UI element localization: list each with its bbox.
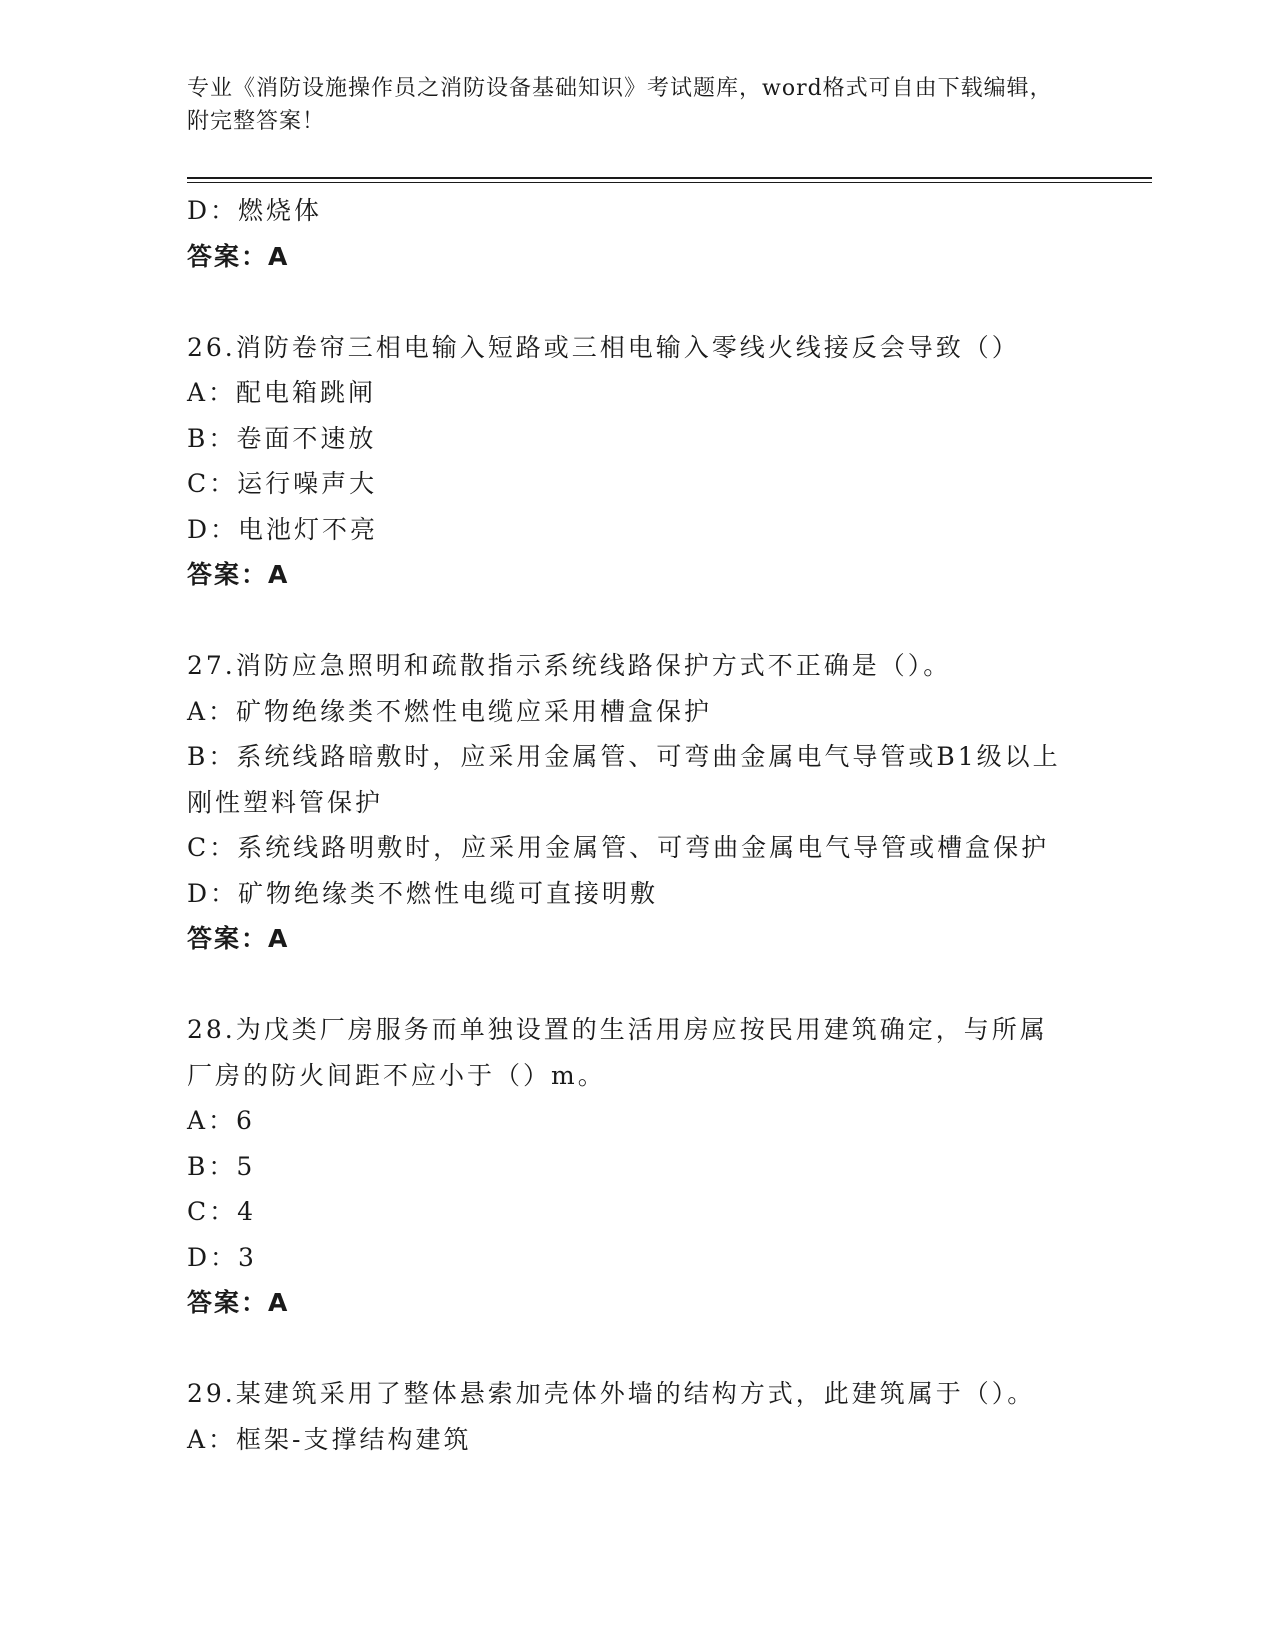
answer-line: 答案：A xyxy=(187,1288,290,1317)
answer-line: 答案：A xyxy=(187,924,290,953)
question-content xyxy=(187,188,1067,1462)
option-c: C：4 xyxy=(187,1197,257,1226)
spacer xyxy=(187,1326,1067,1372)
question-28 xyxy=(187,1007,1067,1326)
option-b: B：卷面不速放 xyxy=(187,423,377,453)
question-stem: 26.消防卷帘三相电输入短路或三相电输入零线火线接反会导致（） xyxy=(187,332,1020,362)
option-d: D：电池灯不亮 xyxy=(187,514,379,544)
answer-line: 答案：A xyxy=(187,560,290,589)
spacer xyxy=(187,279,1067,325)
question-stem: 28.为戊类厂房服务而单独设置的生活用房应按民用建筑确定，与所属厂房的防火间距不应小于（）m。 xyxy=(187,1015,1048,1090)
question-27 xyxy=(187,643,1067,962)
page-header: 专业《消防设施操作员之消防设备基础知识》考试题库，word格式可自由下载编辑，附完整答案！ xyxy=(187,76,1053,134)
question-29 xyxy=(187,1371,1067,1462)
spacer xyxy=(187,598,1067,644)
answer-line: 答案：A xyxy=(187,241,290,271)
option-a: A：框架-支撑结构建筑 xyxy=(187,1424,472,1454)
option-a: A：矿物绝缘类不燃性电缆应采用槽盒保护 xyxy=(187,696,713,726)
option-a: A：6 xyxy=(187,1106,255,1135)
option-a: A：配电箱跳闸 xyxy=(187,378,377,407)
header-divider-thick xyxy=(187,177,1152,179)
option-b: B：系统线路暗敷时，应采用金属管、可弯曲金属电气导管或B1级以上刚性塑料管保护 xyxy=(187,742,1061,817)
question-26 xyxy=(187,325,1067,598)
option-b: B：5 xyxy=(187,1151,256,1181)
question-stem: 27.消防应急照明和疏散指示系统线路保护方式不正确是（）。 xyxy=(187,651,952,680)
header-divider-thin xyxy=(187,182,1152,183)
question-stem: 29.某建筑采用了整体悬索加壳体外墙的结构方式，此建筑属于（）。 xyxy=(187,1379,1036,1408)
option-c: C：运行噪声大 xyxy=(187,469,378,498)
question-fragment xyxy=(187,188,1067,279)
option-d: D：3 xyxy=(187,1242,257,1272)
option-c: C：系统线路明敷时，应采用金属管、可弯曲金属电气导管或槽盒保护 xyxy=(187,833,1050,862)
option-d: D：燃烧体 xyxy=(187,196,323,225)
option-d: D：矿物绝缘类不燃性电缆可直接明敷 xyxy=(187,878,659,908)
spacer xyxy=(187,962,1067,1008)
